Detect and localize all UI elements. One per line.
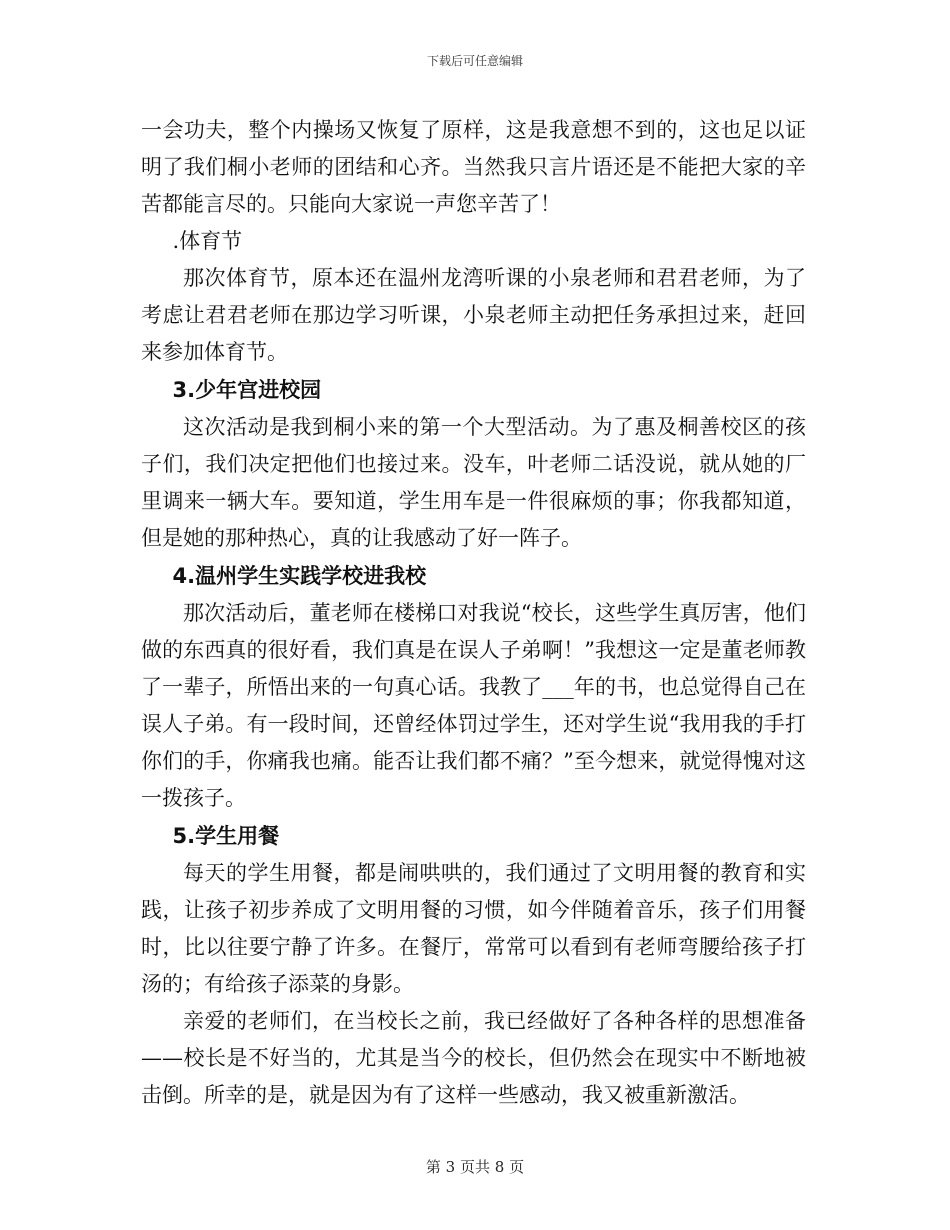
page-footer: 第 3 页共 8 页 — [425, 1158, 525, 1176]
paragraph: 亲爱的老师们，在当校长之前，我已经做好了各种各样的思想准备——校长是不好当的，尤其是当今的校长，但仍然会在现实中不断地被击倒。所幸的是，就是因为有了这样一些感动，我又被重新激活。 — [141, 1009, 806, 1107]
paragraph: 一会功夫，整个内操场又恢复了原样，这是我意想不到的，这也足以证明了我们桐小老师的团结和心齐。当然我只言片语还是不能把大家的辛苦都能言尽的。只能向大家说一声您辛苦了！ — [141, 118, 806, 216]
section-subheading: .体育节 — [172, 229, 243, 253]
section-heading: 4.温州学生实践学校进我校 — [172, 564, 427, 588]
paragraph: 那次活动后，董老师在楼梯口对我说“校长，这些学生真厉害，他们做的东西真的很好看，我们真是在误人子弟啊！”我想这一定是董老师教了一辈子，所悟出来的一句真心话。我教了___年的书，也总觉得自己在误人子弟。有一段时间，还曾经体罚过学生，还对学生说“我用我的手打你们的手，你痛我也痛。能否让我们都不痛？”至今想来，就觉得愧对这一拨孩子。 — [141, 601, 806, 810]
paragraph: 这次活动是我到桐小来的第一个大型活动。为了惠及桐善校区的孩子们，我们决定把他们也接过来。没车，叶老师二话没说，就从她的厂里调来一辆大车。要知道，学生用车是一件很麻烦的事；你我都知道，但是她的那种热心，真的让我感动了好一阵子。 — [141, 415, 806, 550]
section-heading: 3.少年宫进校园 — [172, 378, 322, 402]
paragraph: 那次体育节，原本还在温州龙湾听课的小泉老师和君君老师，为了考虑让君君老师在那边学习听课，小泉老师主动把任务承担过来，赶回来参加体育节。 — [141, 266, 806, 364]
paragraph: 每天的学生用餐，都是闹哄哄的，我们通过了文明用餐的教育和实践，让孩子初步养成了文明用餐的习惯，如今伴随着音乐，孩子们用餐时，比以往要宁静了许多。在餐厅，常常可以看到有老师弯腰给孩子打汤的；有给孩子添菜的身影。 — [141, 861, 806, 996]
document-body — [141, 112, 806, 1114]
page-header: 下载后可任意编辑 — [426, 54, 523, 68]
section-heading: 5.学生用餐 — [172, 824, 280, 848]
